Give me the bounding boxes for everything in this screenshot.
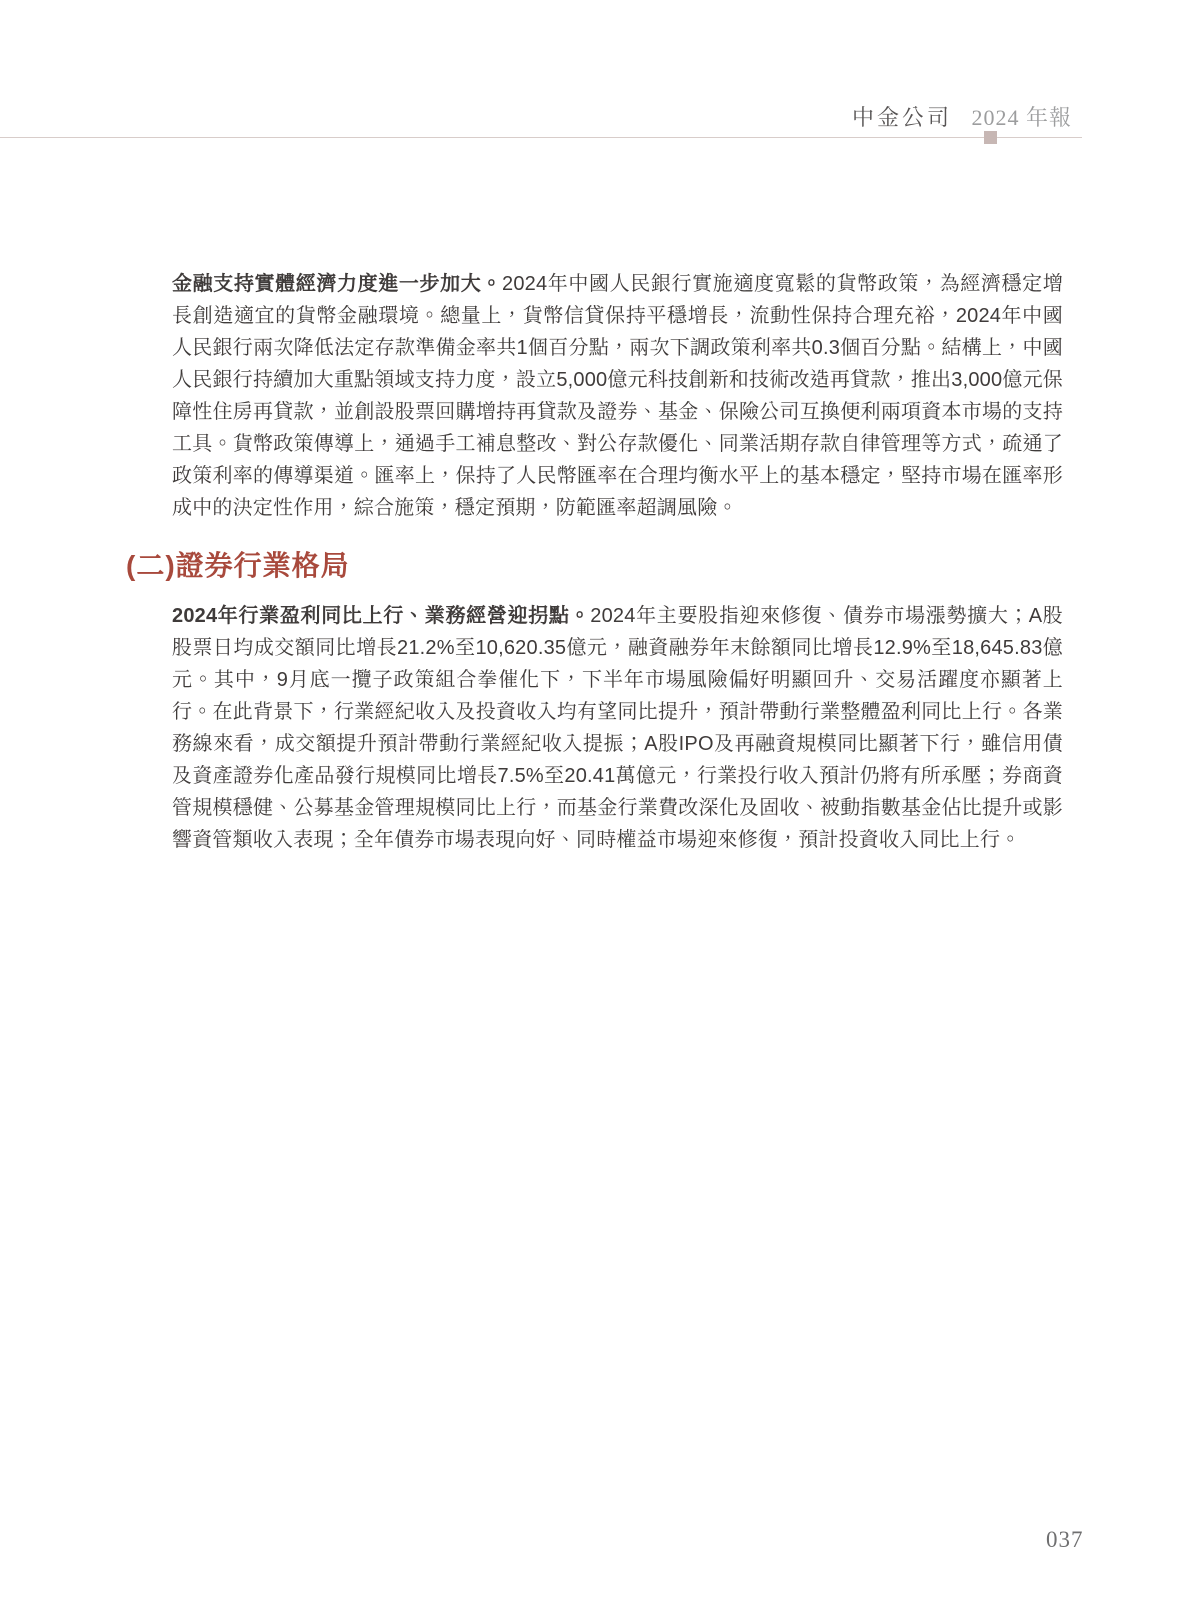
section-heading-securities-industry: (二)證券行業格局: [126, 550, 350, 581]
header-company-name: 中金公司: [851, 105, 952, 130]
paragraph-securities-industry-lead: 2024年行業盈利同比上行、業務經營迎拐點。: [172, 605, 591, 627]
page-header: [852, 104, 1072, 132]
rule-square-decoration: [984, 131, 997, 144]
header-report-title: 2024 年報: [971, 105, 1072, 130]
paragraph-securities-industry: [172, 600, 1063, 856]
paragraph-monetary-policy: [172, 268, 1063, 524]
paragraph-monetary-policy-lead: 金融支持實體經濟力度進一步加大。: [172, 273, 503, 295]
header-rule: [0, 137, 1082, 138]
paragraph-monetary-policy-text: 2024年中國人民銀行實施適度寬鬆的貨幣政策，為經濟穩定增長創造適宜的貨幣金融環境。總量上，貨幣信貸保持平穩增長，流動性保持合理充裕，2024年中國人民銀行兩次降低法定存款準備金率共1個百分點，兩次下調政策利率共0.3個百分點。結構上，中國人民銀行持續加大重點領域支持力度，設立5,000億元科技創新和技術改造再貸款，推出3,000億元保障性住房再貸款，並創設股票回購增持再貸款及證券、基金、保險公司互換便利兩項資本市場的支持工具。貨幣政策傳導上，通過手工補息整改、對公存款優化、同業活期存款自律管理等方式，疏通了政策利率的傳導渠道。匯率上，保持了人民幣匯率在合理均衡水平上的基本穩定，堅持市場在匯率形成中的決定性作用，綜合施策，穩定預期，防範匯率超調風險。: [172, 273, 1063, 519]
page-number: 037: [1046, 1527, 1084, 1552]
paragraph-securities-industry-text: 2024年主要股指迎來修復、債券市場漲勢擴大；A股股票日均成交額同比增長21.2%至10,620.35億元，融資融券年末餘額同比增長12.9%至18,645.83億元。其中，9月底一攬子政策組合拳催化下，下半年市場風險偏好明顯回升、交易活躍度亦顯著上行。在此背景下，行業經紀收入及投資收入均有望同比提升，預計帶動行業整體盈利同比上行。各業務線來看，成交額提升預計帶動行業經紀收入提振；A股IPO及再融資規模同比顯著下行，雖信用債及資產證券化產品發行規模同比增長7.5%至20.41萬億元，行業投行收入預計仍將有所承壓；券商資管規模穩健、公募基金管理規模同比上行，而基金行業費改深化及固收、被動指數基金佔比提升或影響資管類收入表現；全年債券市場表現向好、同時權益市場迎來修復，預計投資收入同比上行。: [172, 605, 1063, 851]
